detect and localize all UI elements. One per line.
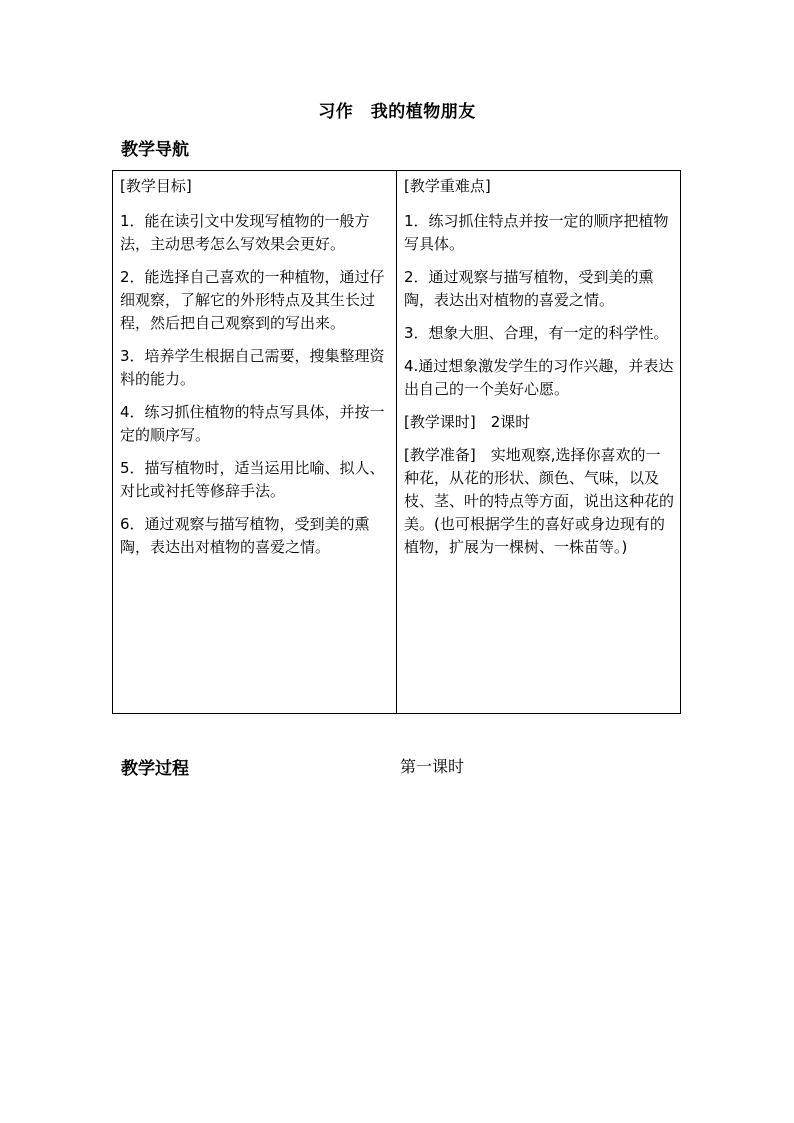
section-heading-teaching-process: 教学过程 bbox=[121, 759, 189, 779]
objective-item-4: 4．练习抓住植物的特点写具体，并按一定的顺序写。 bbox=[120, 403, 385, 444]
objective-item-2: 2．能选择自己喜欢的一种植物，通过仔细观察，了解它的外形特点及其生长过程，然后把自己观察到的写出来。 bbox=[120, 268, 385, 332]
objective-item-3: 3．培养学生根据自己需要，搜集整理资料的能力。 bbox=[120, 347, 385, 388]
section-heading-teaching-guide: 教学导航 bbox=[121, 140, 189, 160]
key-point-item-2: 2．通过观察与描写植物，受到美的熏陶，表达出对植物的喜爱之情。 bbox=[404, 268, 654, 309]
key-point-item-4: 4.通过想象激发学生的习作兴趣，并表达出自己的一个美好心愿。 bbox=[404, 357, 674, 398]
teaching-preparation: [教学准备] 实地观察,选择你喜欢的一种花，从花的形状、颜色、气味，以及枝、茎、叶的特点等方面，说出这种花的美。(也可根据学生的喜好或身边现有的植物，扩展为一棵树、一株苗等。) bbox=[404, 446, 675, 556]
teaching-guide-table bbox=[112, 170, 681, 714]
teaching-objectives-cell bbox=[113, 171, 397, 713]
lesson-label: 第一课时 bbox=[400, 757, 465, 776]
objective-item-5: 5．描写植物时，适当运用比喻、拟人、对比或衬托等修辞手法。 bbox=[120, 459, 385, 500]
objective-item-1: 1．能在读引文中发现写植物的一般方法，主动思考怎么写效果会更好。 bbox=[120, 212, 370, 253]
key-points-cell bbox=[397, 171, 680, 713]
objective-item-6: 6．通过观察与描写植物，受到美的熏陶，表达出对植物的喜爱之情。 bbox=[120, 515, 370, 556]
key-point-item-1: 1．练习抓住特点并按一定的顺序把植物写具体。 bbox=[404, 212, 669, 253]
teaching-hours: [教学课时] 2课时 bbox=[404, 413, 531, 431]
key-points-header: [教学重难点] bbox=[404, 177, 491, 195]
teaching-objectives-header: [教学目标] bbox=[120, 177, 192, 195]
key-point-item-3: 3．想象大胆、合理，有一定的科学性。 bbox=[404, 324, 669, 342]
document-title: 习作 我的植物朋友 bbox=[318, 102, 476, 122]
